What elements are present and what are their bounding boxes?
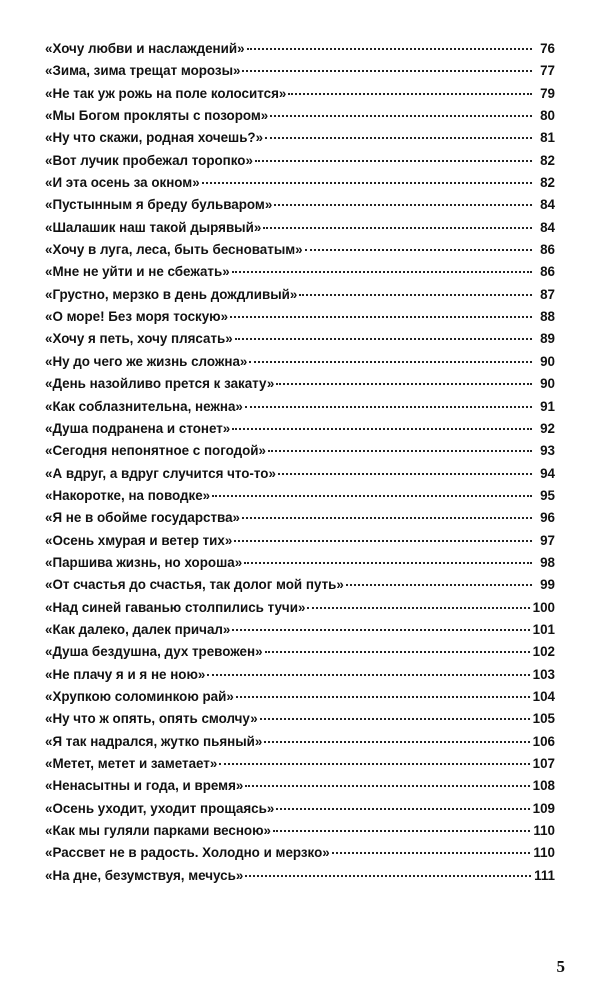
page-number: 5 bbox=[556, 957, 565, 976]
dot-leader bbox=[232, 629, 529, 631]
toc-entry bbox=[45, 842, 555, 864]
toc-entry bbox=[45, 507, 555, 529]
dot-leader bbox=[346, 584, 532, 586]
toc-entry-title: «От счастья до счастья, так долог мой путь» bbox=[45, 577, 344, 593]
toc-entry-title: «Хочу я петь, хочу плясать» bbox=[45, 331, 233, 347]
toc-entry bbox=[45, 641, 555, 663]
dot-leader bbox=[207, 674, 529, 676]
dot-leader bbox=[274, 204, 532, 206]
toc-entry-page: 89 bbox=[540, 331, 555, 347]
toc-entry-title: «Осень хмурая и ветер тих» bbox=[45, 532, 233, 548]
toc-entry-title: «Рассвет не в радость. Холодно и мерзко» bbox=[45, 845, 330, 861]
toc-entry-page: 106 bbox=[532, 733, 555, 749]
toc-entry-page: 84 bbox=[540, 219, 555, 235]
toc-entry-page: 107 bbox=[532, 756, 555, 771]
dot-leader bbox=[332, 852, 531, 854]
toc-entry-page: 88 bbox=[540, 309, 555, 325]
toc-entry-page: 110 bbox=[533, 845, 555, 861]
dot-leader bbox=[244, 562, 532, 564]
toc-entry-page: 111 bbox=[534, 867, 555, 883]
toc-entry bbox=[45, 83, 555, 105]
toc-entry-title: «Как далеко, далек причал» bbox=[45, 621, 231, 637]
toc-entry-page: 82 bbox=[540, 152, 555, 168]
dot-leader bbox=[278, 473, 532, 475]
toc-entry-title: «Хрупкою соломинкою рай» bbox=[45, 688, 234, 704]
dot-leader bbox=[235, 338, 532, 340]
toc-entry-title: «Метет, метет и заметает» bbox=[45, 756, 218, 771]
toc-entry bbox=[45, 865, 555, 887]
toc-entry-page: 80 bbox=[540, 108, 555, 124]
toc-entry-title: «Не плачу я и я не ною» bbox=[45, 666, 206, 682]
dot-leader bbox=[305, 249, 532, 251]
toc-entry-page: 96 bbox=[540, 510, 555, 526]
dot-leader bbox=[212, 495, 532, 497]
dot-leader bbox=[263, 227, 532, 229]
toc-entry bbox=[45, 463, 555, 485]
toc-entry-page: 102 bbox=[532, 644, 555, 660]
dot-leader bbox=[249, 361, 532, 363]
toc-entry-title: «Ну до чего же жизнь сложна» bbox=[45, 353, 248, 369]
toc-entry bbox=[45, 239, 555, 261]
toc-entry-title: «Шалашик наш такой дырявый» bbox=[45, 219, 262, 235]
toc-entry-page: 99 bbox=[540, 577, 555, 593]
dot-leader bbox=[232, 428, 532, 430]
dot-leader bbox=[270, 115, 532, 117]
dot-leader bbox=[245, 785, 529, 787]
toc-entry bbox=[45, 485, 555, 507]
dot-leader bbox=[268, 450, 532, 452]
toc-entry-page: 104 bbox=[532, 688, 555, 704]
dot-leader bbox=[245, 406, 532, 408]
toc-entry bbox=[45, 574, 555, 596]
toc-entry bbox=[45, 664, 555, 686]
toc-entry-title: «Как соблазнительна, нежна» bbox=[45, 398, 243, 414]
toc-entry-title: «Пустынным я бреду бульваром» bbox=[45, 197, 273, 213]
toc-entry-title: «Накоротке, на поводке» bbox=[45, 487, 211, 503]
toc-entry-title: «Как мы гуляли парками весною» bbox=[45, 823, 271, 839]
toc-entry-page: 90 bbox=[540, 376, 555, 392]
toc-entry-page: 109 bbox=[532, 800, 555, 816]
toc-entry-page: 101 bbox=[532, 621, 555, 637]
toc-entry-title: «И эта осень за окном» bbox=[45, 175, 200, 191]
toc-entry-page: 77 bbox=[540, 63, 555, 79]
dot-leader bbox=[242, 70, 532, 72]
toc-entry bbox=[45, 194, 555, 216]
dot-leader bbox=[288, 93, 532, 95]
toc-entry bbox=[45, 351, 555, 373]
dot-leader bbox=[265, 137, 532, 139]
dot-leader bbox=[276, 383, 532, 385]
toc-entry bbox=[45, 798, 555, 820]
toc-entry-page: 100 bbox=[532, 599, 555, 615]
toc-entry bbox=[45, 530, 555, 552]
toc-entry bbox=[45, 127, 555, 149]
toc-entry-page: 92 bbox=[540, 420, 555, 436]
dot-leader bbox=[245, 875, 531, 877]
table-of-contents bbox=[45, 38, 555, 887]
toc-entry bbox=[45, 284, 555, 306]
toc-entry-title: «А вдруг, а вдруг случится что-то» bbox=[45, 465, 276, 481]
toc-entry-page: 93 bbox=[540, 443, 555, 459]
toc-entry-page: 84 bbox=[540, 197, 555, 213]
toc-entry-page: 103 bbox=[532, 666, 555, 682]
dot-leader bbox=[230, 316, 532, 318]
toc-entry-page: 87 bbox=[540, 286, 555, 302]
toc-entry bbox=[45, 172, 555, 194]
toc-entry bbox=[45, 731, 555, 753]
dot-leader bbox=[236, 696, 530, 698]
toc-entry-title: «Над синей гаванью столпились тучи» bbox=[45, 599, 306, 615]
dot-leader bbox=[264, 741, 529, 743]
toc-entry bbox=[45, 775, 555, 797]
toc-entry-page: 98 bbox=[540, 554, 555, 570]
toc-entry-title: «Я так надрался, жутко пьяный» bbox=[45, 733, 263, 749]
toc-entry-page: 110 bbox=[533, 823, 555, 839]
dot-leader bbox=[265, 651, 530, 653]
dot-leader bbox=[234, 540, 532, 542]
toc-entry-title: «Зима, зима трещат морозы» bbox=[45, 63, 241, 79]
dot-leader bbox=[276, 808, 529, 810]
toc-entry-title: «Я не в обойме государства» bbox=[45, 510, 240, 526]
toc-entry-page: 86 bbox=[540, 242, 555, 258]
toc-entry-title: «Не так уж рожь на поле колосится» bbox=[45, 85, 287, 101]
toc-entry-title: «Осень уходит, уходит прощаясь» bbox=[45, 800, 275, 816]
toc-entry bbox=[45, 753, 555, 775]
dot-leader bbox=[273, 830, 530, 832]
toc-entry bbox=[45, 261, 555, 283]
dot-leader bbox=[255, 160, 532, 162]
toc-entry-title: «День назойливо прется к закату» bbox=[45, 376, 275, 392]
toc-entry bbox=[45, 105, 555, 127]
toc-entry-title: «Мне не уйти и не сбежать» bbox=[45, 264, 230, 280]
dot-leader bbox=[202, 182, 532, 184]
toc-entry-title: «Грустно, мерзко в день дождливый» bbox=[45, 286, 298, 302]
toc-entry-page: 81 bbox=[540, 130, 555, 146]
toc-entry-title: «Мы Богом прокляты с позором» bbox=[45, 108, 269, 124]
toc-entry-page: 86 bbox=[540, 264, 555, 280]
toc-entry bbox=[45, 708, 555, 730]
toc-entry bbox=[45, 597, 555, 619]
toc-entry-title: «Ненасытны и года, и время» bbox=[45, 778, 244, 794]
toc-entry-page: 91 bbox=[540, 398, 555, 414]
toc-entry-title: «Ну что скажи, родная хочешь?» bbox=[45, 130, 264, 146]
toc-entry-page: 94 bbox=[540, 465, 555, 481]
toc-entry-title: «Хочу любви и наслаждений» bbox=[45, 41, 245, 56]
toc-entry-page: 90 bbox=[540, 353, 555, 369]
toc-entry bbox=[45, 306, 555, 328]
dot-leader bbox=[299, 294, 532, 296]
toc-entry bbox=[45, 552, 555, 574]
dot-leader bbox=[247, 48, 532, 50]
toc-entry-page: 76 bbox=[540, 41, 555, 56]
toc-entry bbox=[45, 396, 555, 418]
toc-entry-page: 97 bbox=[540, 532, 555, 548]
toc-entry bbox=[45, 619, 555, 641]
toc-entry-page: 108 bbox=[532, 778, 555, 794]
toc-entry-title: «Душа подранена и стонет» bbox=[45, 420, 231, 436]
toc-entry-page: 79 bbox=[540, 85, 555, 101]
toc-entry bbox=[45, 440, 555, 462]
toc-entry bbox=[45, 38, 555, 60]
toc-entry bbox=[45, 373, 555, 395]
toc-entry-title: «Сегодня непонятное с погодой» bbox=[45, 443, 266, 459]
toc-entry-page: 95 bbox=[540, 487, 555, 503]
dot-leader bbox=[232, 271, 532, 273]
toc-entry bbox=[45, 60, 555, 82]
dot-leader bbox=[260, 718, 530, 720]
toc-entry-title: «Паршива жизнь, но хороша» bbox=[45, 554, 243, 570]
toc-entry bbox=[45, 328, 555, 350]
toc-entry bbox=[45, 820, 555, 842]
toc-entry-title: «Хочу в луга, леса, быть бесноватым» bbox=[45, 242, 303, 258]
toc-entry bbox=[45, 150, 555, 172]
dot-leader bbox=[242, 517, 532, 519]
toc-entry-title: «Ну что ж опять, опять смолчу» bbox=[45, 711, 258, 727]
dot-leader bbox=[219, 763, 529, 765]
toc-entry-page: 105 bbox=[532, 711, 555, 727]
toc-entry-page: 82 bbox=[540, 175, 555, 191]
dot-leader bbox=[307, 607, 529, 609]
toc-entry-title: «Душа бездушна, дух тревожен» bbox=[45, 644, 263, 660]
toc-entry bbox=[45, 418, 555, 440]
toc-entry bbox=[45, 686, 555, 708]
toc-entry bbox=[45, 217, 555, 239]
toc-entry-title: «Вот лучик пробежал торопко» bbox=[45, 152, 253, 168]
toc-entry-title: «На дне, безумствуя, мечусь» bbox=[45, 867, 244, 883]
toc-entry-title: «О море! Без моря тоскую» bbox=[45, 309, 229, 325]
